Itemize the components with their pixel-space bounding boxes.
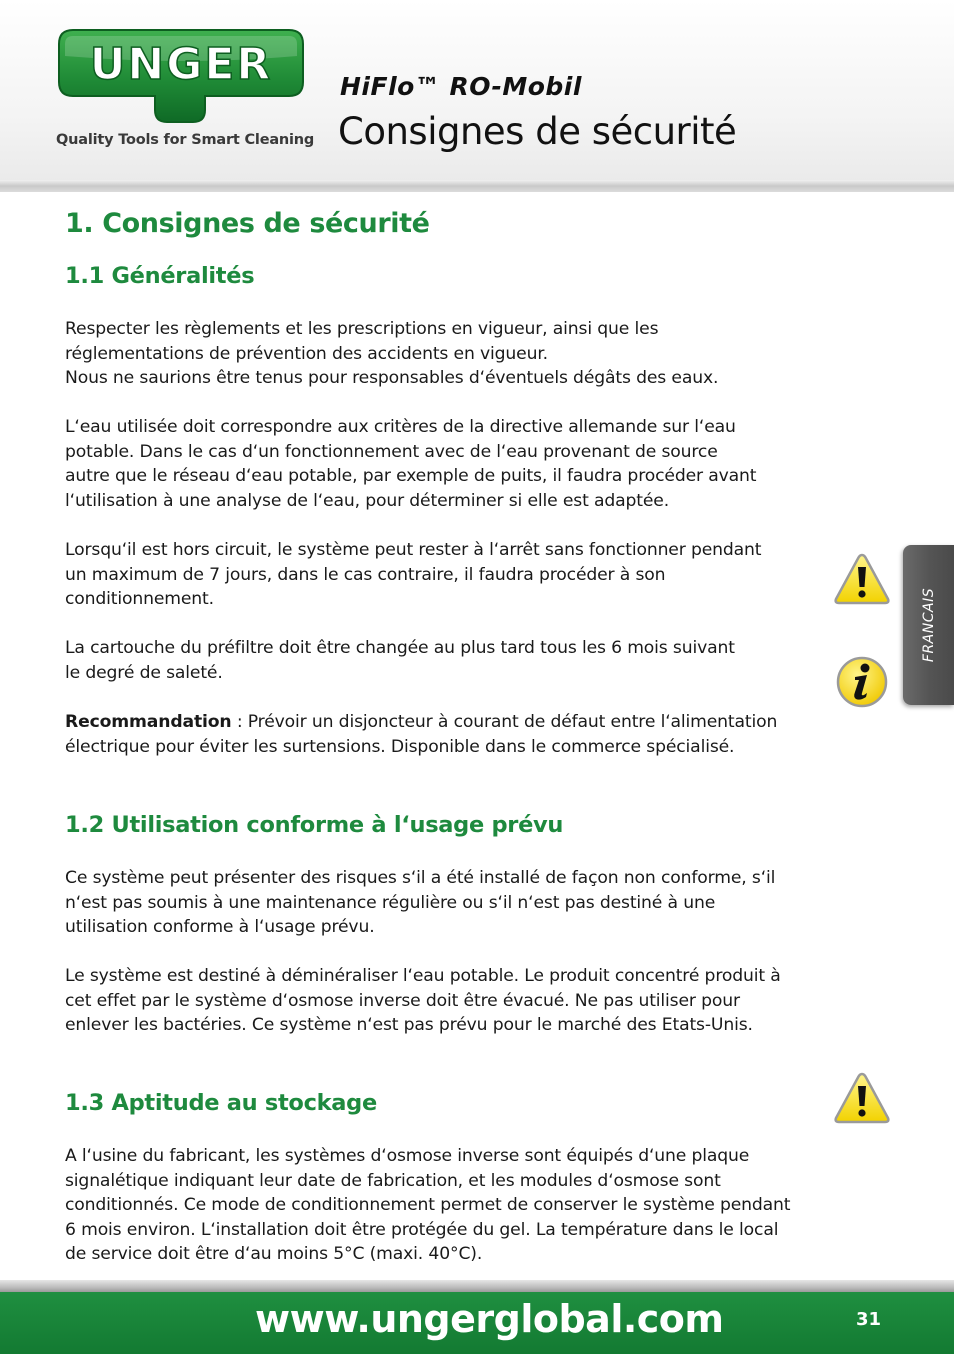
paragraph [65, 1144, 790, 1267]
subsection-title: 1.2 Utilisation conforme à l‘usage prévu [65, 812, 564, 838]
header-divider [0, 180, 954, 192]
text-line: Ce système peut présenter des risques s‘il a été installé de façon non conforme, s‘il [65, 868, 776, 888]
section-title: 1. Consignes de sécurité [65, 208, 430, 239]
recommendation-text: : Prévoir un disjoncteur à courant de défaut entre l‘alimentation [231, 712, 778, 732]
paragraph [65, 964, 781, 1038]
text-line: cet effet par le système d‘osmose inverse doit être évacué. Ne pas utiliser pour [65, 990, 740, 1011]
text-line: de service doit être d‘au moins 5°C (maxi. 40°C). [65, 1244, 483, 1265]
paragraph [65, 415, 756, 513]
text-line: n‘est pas soumis à une maintenance régulière ou s‘il n‘est pas destiné à une [65, 892, 716, 913]
text-line: l‘utilisation à une analyse de l‘eau, pour déterminer si elle est adaptée. [65, 490, 670, 511]
subsection-title: 1.1 Généralités [65, 263, 255, 289]
text-line: 6 mois environ. L‘installation doit être protégée du gel. La température dans le local [65, 1219, 779, 1240]
subsection-title: 1.3 Aptitude au stockage [65, 1090, 377, 1116]
footer-divider [0, 1280, 954, 1292]
text-line: conditionnement. [65, 589, 214, 610]
product-name: HiFlo™ RO-Mobil [340, 72, 582, 101]
text-line: le degré de saleté. [65, 662, 223, 683]
recommendation-paragraph [65, 710, 777, 759]
text-line: Le système est destiné à déminéraliser l‘eau potable. Le produit concentré produit à [65, 966, 781, 986]
warning-icon [833, 1071, 891, 1125]
tagline: Quality Tools for Smart Cleaning [56, 132, 315, 148]
text-line: Lorsqu‘il est hors circuit, le système peut rester à l‘arrêt sans fonctionner pendant [65, 540, 762, 560]
paragraph [65, 866, 775, 940]
text-line: réglementations de prévention des accidents en vigueur. [65, 343, 548, 364]
text-line: L‘eau utilisée doit correspondre aux critères de la directive allemande sur l‘eau [65, 417, 736, 437]
paragraph [65, 636, 735, 685]
page-title: Consignes de sécurité [338, 110, 737, 153]
text-line [65, 710, 777, 735]
logo-wordmark: UNGER [89, 39, 273, 90]
text-line: conditionnés. Ce mode de conditionnement permet de conserver le système pendant [65, 1195, 791, 1216]
text-line: signalétique indiquant leur date de fabrication, et les modules d‘osmose sont [65, 1170, 721, 1191]
text-line: Respecter les règlements et les prescriptions en vigueur, ainsi que les [65, 319, 659, 339]
text-line: A l‘usine du fabricant, les systèmes d‘osmose inverse sont équipés d‘une plaque [65, 1146, 750, 1166]
text-line: La cartouche du préfiltre doit être changée au plus tard tous les 6 mois suivant [65, 638, 735, 658]
paragraph [65, 317, 718, 391]
text-line: Nous ne saurions être tenus pour responsables d‘éventuels dégâts des eaux. [65, 368, 719, 389]
text-line: électrique pour éviter les surtensions. Disponible dans le commerce spécialisé. [65, 736, 735, 757]
warning-icon [833, 552, 891, 606]
text-line: utilisation conforme à l‘usage prévu. [65, 917, 375, 938]
text-line: un maximum de 7 jours, dans le cas contraire, il faudra procéder à son [65, 564, 666, 585]
info-icon [835, 655, 889, 709]
paragraph [65, 538, 761, 612]
recommendation-label: Recommandation [65, 712, 232, 732]
language-tab-label: FRANCAIS [920, 587, 937, 663]
unger-logo [55, 26, 307, 124]
page-number: 31 [856, 1309, 882, 1330]
text-line: autre que le réseau d‘eau potable, par exemple de puits, il faudra procéder avant [65, 466, 757, 487]
text-line: enlever les bactéries. Ce système n‘est pas prévu pour le marché des Etats-Unis. [65, 1015, 753, 1036]
website-link[interactable]: www.ungerglobal.com [255, 1297, 724, 1341]
language-tab[interactable] [903, 545, 954, 705]
text-line: potable. Dans le cas d‘un fonctionnement avec de l‘eau provenant de source [65, 441, 718, 462]
